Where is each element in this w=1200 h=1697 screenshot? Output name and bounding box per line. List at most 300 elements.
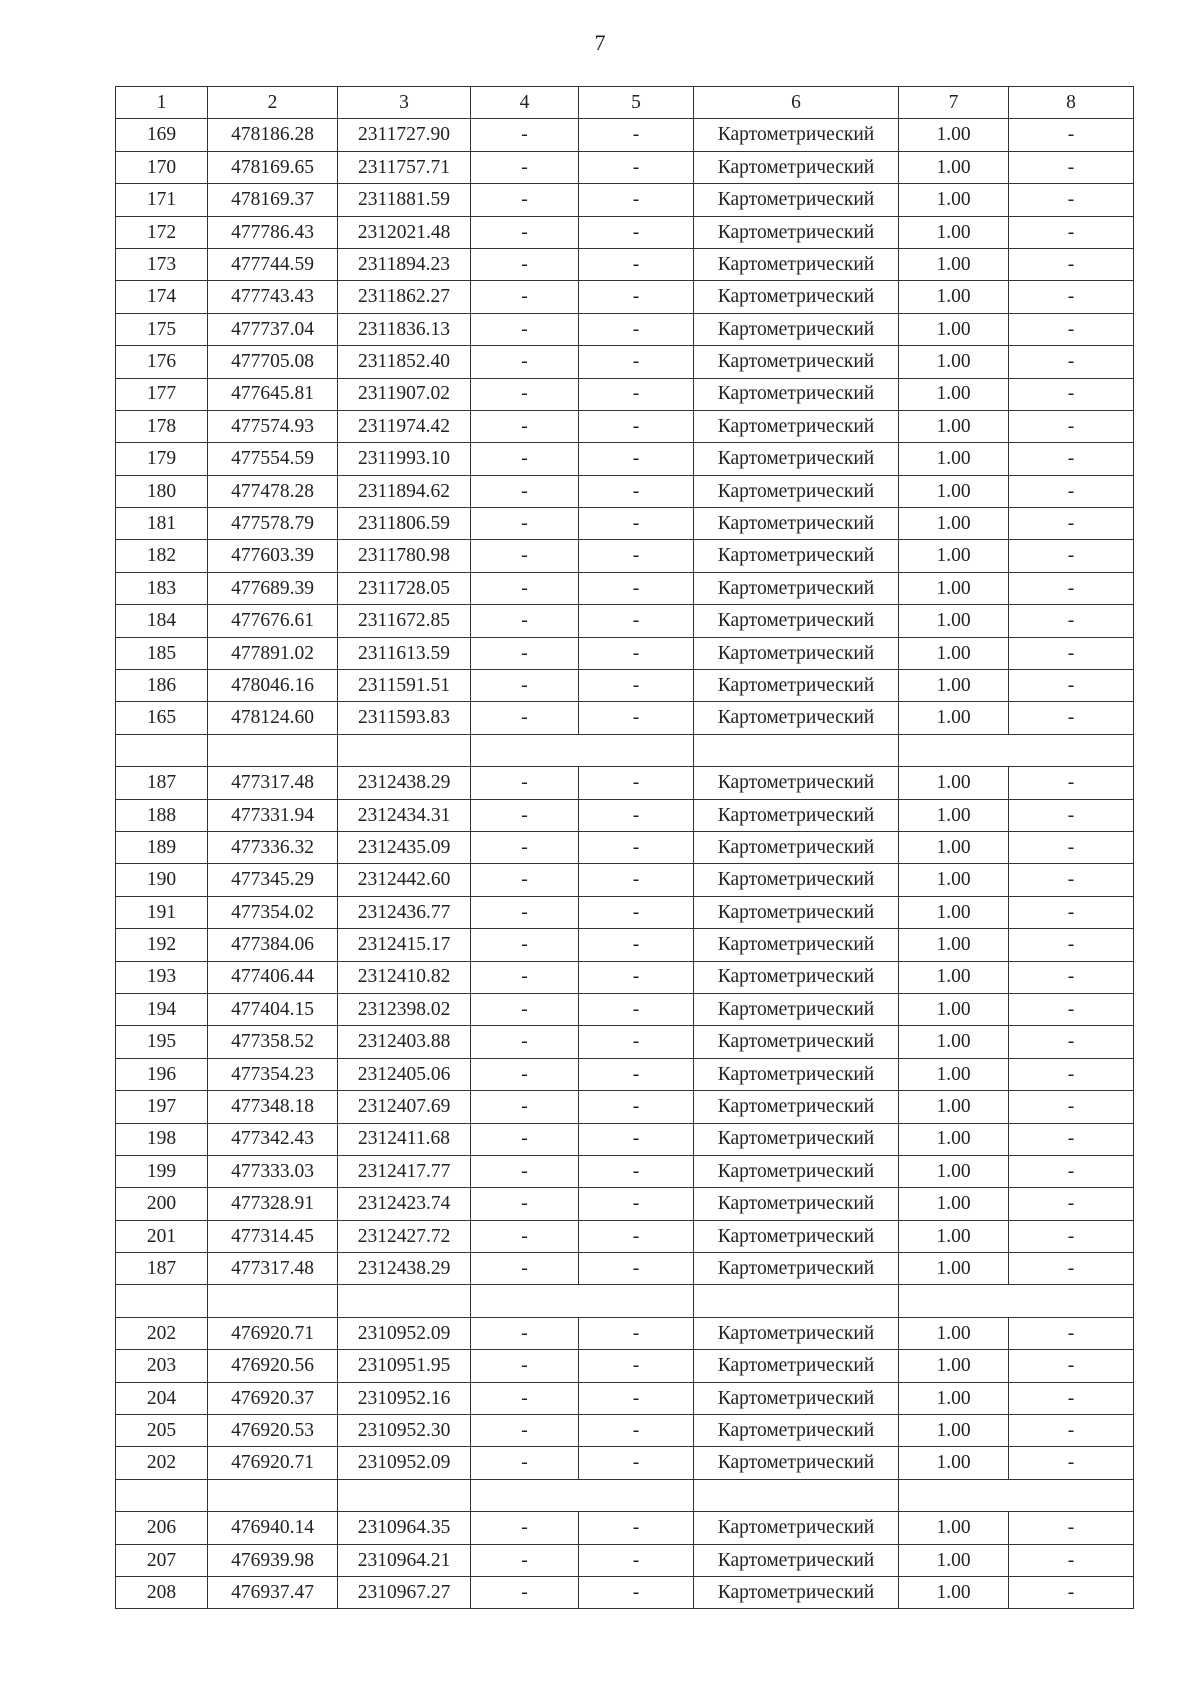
table-cell: 1.00 xyxy=(899,443,1009,475)
table-cell: - xyxy=(471,1026,579,1058)
table-cell: - xyxy=(1009,1058,1134,1090)
table-row xyxy=(116,313,1134,345)
table-cell: - xyxy=(1009,767,1134,799)
table-row xyxy=(116,767,1134,799)
table-cell: 1.00 xyxy=(899,378,1009,410)
table-cell: 177 xyxy=(116,378,208,410)
table-cell: - xyxy=(471,637,579,669)
table-cell: 195 xyxy=(116,1026,208,1058)
table-cell: 2312438.29 xyxy=(338,1253,471,1285)
table-cell: Картометрический xyxy=(694,637,899,669)
table-cell: - xyxy=(471,767,579,799)
table-cell: 183 xyxy=(116,572,208,604)
table-cell: 1.00 xyxy=(899,896,1009,928)
empty-cell xyxy=(208,1479,338,1511)
table-cell: 205 xyxy=(116,1415,208,1447)
table-cell: Картометрический xyxy=(694,475,899,507)
table-cell: Картометрический xyxy=(694,410,899,442)
table-cell: 1.00 xyxy=(899,993,1009,1025)
table-cell: - xyxy=(579,1220,694,1252)
table-row xyxy=(116,1058,1134,1090)
table-cell: Картометрический xyxy=(694,1091,899,1123)
table-cell: - xyxy=(471,1058,579,1090)
table-cell: 192 xyxy=(116,929,208,961)
table-cell: 1.00 xyxy=(899,1091,1009,1123)
table-cell: 1.00 xyxy=(899,1253,1009,1285)
table-cell: 2312434.31 xyxy=(338,799,471,831)
table-cell: 2311757.71 xyxy=(338,151,471,183)
table-row xyxy=(116,119,1134,151)
table-cell: - xyxy=(1009,346,1134,378)
table-cell: 184 xyxy=(116,605,208,637)
table-cell: - xyxy=(1009,184,1134,216)
table-cell: 188 xyxy=(116,799,208,831)
table-cell: 477406.44 xyxy=(208,961,338,993)
table-cell: Картометрический xyxy=(694,1058,899,1090)
table-cell: - xyxy=(471,1188,579,1220)
table-cell: 2310952.09 xyxy=(338,1447,471,1479)
table-cell: - xyxy=(579,1058,694,1090)
table-cell: 1.00 xyxy=(899,929,1009,961)
table-cell: - xyxy=(1009,1026,1134,1058)
table-cell: 2312398.02 xyxy=(338,993,471,1025)
table-cell: - xyxy=(579,1253,694,1285)
empty-cell xyxy=(208,1285,338,1317)
table-cell: - xyxy=(579,637,694,669)
table-cell: 477348.18 xyxy=(208,1091,338,1123)
table-cell: 1.00 xyxy=(899,216,1009,248)
table-cell: - xyxy=(1009,443,1134,475)
table-row xyxy=(116,831,1134,863)
table-cell: - xyxy=(1009,475,1134,507)
table-cell: - xyxy=(1009,702,1134,734)
empty-cell xyxy=(899,734,1134,766)
table-cell: 477331.94 xyxy=(208,799,338,831)
table-cell: 477603.39 xyxy=(208,540,338,572)
table-cell: - xyxy=(1009,1188,1134,1220)
table-cell: 2311881.59 xyxy=(338,184,471,216)
table-row xyxy=(116,572,1134,604)
empty-cell xyxy=(694,1479,899,1511)
table-cell: - xyxy=(1009,1350,1134,1382)
table-cell: 1.00 xyxy=(899,767,1009,799)
table-cell: 2311727.90 xyxy=(338,119,471,151)
table-cell: - xyxy=(579,248,694,280)
table-cell: - xyxy=(471,799,579,831)
table-cell: 182 xyxy=(116,540,208,572)
table-row xyxy=(116,1091,1134,1123)
table-cell: 191 xyxy=(116,896,208,928)
table-cell: 207 xyxy=(116,1544,208,1576)
table-cell: 478124.60 xyxy=(208,702,338,734)
table-cell: - xyxy=(471,216,579,248)
table-cell: 174 xyxy=(116,281,208,313)
table-cell: - xyxy=(471,378,579,410)
table-row xyxy=(116,1544,1134,1576)
table-cell: - xyxy=(1009,864,1134,896)
table-cell: 196 xyxy=(116,1058,208,1090)
column-header: 2 xyxy=(208,87,338,119)
table-cell: 190 xyxy=(116,864,208,896)
table-cell: 476920.53 xyxy=(208,1415,338,1447)
empty-cell xyxy=(899,1479,1134,1511)
table-cell: 477689.39 xyxy=(208,572,338,604)
table-cell: Картометрический xyxy=(694,378,899,410)
table-cell: 1.00 xyxy=(899,961,1009,993)
table-header-row xyxy=(116,87,1134,119)
table-row xyxy=(116,151,1134,183)
table-row xyxy=(116,670,1134,702)
table-cell: Картометрический xyxy=(694,1512,899,1544)
table-row xyxy=(116,1220,1134,1252)
table-cell: 476920.56 xyxy=(208,1350,338,1382)
table-cell: 1.00 xyxy=(899,605,1009,637)
table-cell: 202 xyxy=(116,1317,208,1349)
table-cell: 2310952.16 xyxy=(338,1382,471,1414)
table-cell: 1.00 xyxy=(899,184,1009,216)
table-cell: 169 xyxy=(116,119,208,151)
table-cell: 170 xyxy=(116,151,208,183)
table-cell: 476939.98 xyxy=(208,1544,338,1576)
table-row xyxy=(116,1123,1134,1155)
table-row xyxy=(116,1026,1134,1058)
table-cell: - xyxy=(579,1576,694,1608)
table-cell: 1.00 xyxy=(899,508,1009,540)
separator-row xyxy=(116,734,1134,766)
table-row xyxy=(116,1512,1134,1544)
coordinates-table xyxy=(115,86,1134,1609)
table-cell: 1.00 xyxy=(899,799,1009,831)
table-cell: 2310952.30 xyxy=(338,1415,471,1447)
table-cell: - xyxy=(1009,961,1134,993)
table-row xyxy=(116,1576,1134,1608)
table-row xyxy=(116,1350,1134,1382)
table-cell: - xyxy=(1009,637,1134,669)
table-cell: 477317.48 xyxy=(208,1253,338,1285)
table-cell: Картометрический xyxy=(694,961,899,993)
table-cell: - xyxy=(1009,1415,1134,1447)
table-cell: - xyxy=(471,119,579,151)
table-cell: 1.00 xyxy=(899,1123,1009,1155)
table-cell: - xyxy=(579,281,694,313)
table-cell: - xyxy=(579,508,694,540)
table-row xyxy=(116,605,1134,637)
empty-cell xyxy=(116,1479,208,1511)
table-cell: 2312410.82 xyxy=(338,961,471,993)
table-cell: - xyxy=(471,1091,579,1123)
column-header: 8 xyxy=(1009,87,1134,119)
table-cell: 1.00 xyxy=(899,1576,1009,1608)
table-cell: - xyxy=(471,540,579,572)
table-cell: - xyxy=(1009,410,1134,442)
table-cell: 2311728.05 xyxy=(338,572,471,604)
table-cell: - xyxy=(471,248,579,280)
table-cell: - xyxy=(1009,1447,1134,1479)
table-cell: 477314.45 xyxy=(208,1220,338,1252)
table-cell: - xyxy=(579,378,694,410)
table-cell: - xyxy=(471,1544,579,1576)
table-cell: - xyxy=(1009,670,1134,702)
table-cell: 2312407.69 xyxy=(338,1091,471,1123)
table-cell: Картометрический xyxy=(694,929,899,961)
table-cell: - xyxy=(471,1512,579,1544)
table-cell: Картометрический xyxy=(694,508,899,540)
table-row xyxy=(116,1447,1134,1479)
page-number: 7 xyxy=(594,30,606,55)
table-row xyxy=(116,443,1134,475)
table-cell: 2312417.77 xyxy=(338,1155,471,1187)
table-cell: 477354.23 xyxy=(208,1058,338,1090)
table-cell: - xyxy=(1009,572,1134,604)
table-cell: 2312442.60 xyxy=(338,864,471,896)
table-cell: - xyxy=(471,961,579,993)
empty-cell xyxy=(116,1285,208,1317)
table-cell: 1.00 xyxy=(899,410,1009,442)
table-cell: 478169.65 xyxy=(208,151,338,183)
table-cell: 1.00 xyxy=(899,475,1009,507)
table-body xyxy=(116,119,1134,1609)
table-cell: 208 xyxy=(116,1576,208,1608)
table-cell: - xyxy=(471,831,579,863)
table-cell: 2310952.09 xyxy=(338,1317,471,1349)
table-cell: 478186.28 xyxy=(208,119,338,151)
table-cell: Картометрический xyxy=(694,1220,899,1252)
table-cell: 2312415.17 xyxy=(338,929,471,961)
table-cell: Картометрический xyxy=(694,1576,899,1608)
table-cell: - xyxy=(1009,1512,1134,1544)
table-cell: - xyxy=(1009,540,1134,572)
table-cell: 193 xyxy=(116,961,208,993)
table-cell: 2311974.42 xyxy=(338,410,471,442)
table-cell: - xyxy=(471,1253,579,1285)
table-cell: 1.00 xyxy=(899,1544,1009,1576)
table-row xyxy=(116,799,1134,831)
separator-row xyxy=(116,1285,1134,1317)
table-cell: - xyxy=(471,993,579,1025)
table-cell: 2312411.68 xyxy=(338,1123,471,1155)
table-cell: 2310951.95 xyxy=(338,1350,471,1382)
table-cell: Картометрический xyxy=(694,864,899,896)
table-cell: Картометрический xyxy=(694,216,899,248)
table-cell: 2312427.72 xyxy=(338,1220,471,1252)
table-cell: - xyxy=(1009,1220,1134,1252)
table-cell: - xyxy=(579,1026,694,1058)
table-cell: - xyxy=(471,313,579,345)
table-cell: - xyxy=(471,1123,579,1155)
table-cell: - xyxy=(471,929,579,961)
table-row xyxy=(116,1253,1134,1285)
table-cell: - xyxy=(579,767,694,799)
table-cell: 2312435.09 xyxy=(338,831,471,863)
table-cell: 1.00 xyxy=(899,151,1009,183)
table-cell: 477317.48 xyxy=(208,767,338,799)
table-cell: 2310964.35 xyxy=(338,1512,471,1544)
table-cell: - xyxy=(1009,799,1134,831)
table-cell: Картометрический xyxy=(694,1544,899,1576)
table-cell: 477384.06 xyxy=(208,929,338,961)
table-cell: Картометрический xyxy=(694,1350,899,1382)
table-cell: 178 xyxy=(116,410,208,442)
table-cell: 477705.08 xyxy=(208,346,338,378)
table-cell: 477345.29 xyxy=(208,864,338,896)
table-cell: 197 xyxy=(116,1091,208,1123)
table-cell: 1.00 xyxy=(899,637,1009,669)
table-row xyxy=(116,637,1134,669)
table-cell: 185 xyxy=(116,637,208,669)
table-cell: 187 xyxy=(116,767,208,799)
table-row xyxy=(116,896,1134,928)
table-cell: - xyxy=(579,1123,694,1155)
table-cell: Картометрический xyxy=(694,1155,899,1187)
table-cell: 2311862.27 xyxy=(338,281,471,313)
table-cell: - xyxy=(579,1350,694,1382)
table-row xyxy=(116,410,1134,442)
table-cell: 477554.59 xyxy=(208,443,338,475)
table-cell: 175 xyxy=(116,313,208,345)
table-cell: 1.00 xyxy=(899,1512,1009,1544)
table-row xyxy=(116,216,1134,248)
table-cell: Картометрический xyxy=(694,313,899,345)
empty-cell xyxy=(694,734,899,766)
column-header: 1 xyxy=(116,87,208,119)
table-cell: Картометрический xyxy=(694,831,899,863)
table-cell: 1.00 xyxy=(899,540,1009,572)
table-cell: - xyxy=(1009,508,1134,540)
table-cell: - xyxy=(1009,1382,1134,1414)
table-cell: 1.00 xyxy=(899,281,1009,313)
table-cell: - xyxy=(579,1512,694,1544)
column-header: 7 xyxy=(899,87,1009,119)
table-cell: - xyxy=(579,993,694,1025)
column-header: 5 xyxy=(579,87,694,119)
table-cell: 172 xyxy=(116,216,208,248)
table-cell: - xyxy=(1009,281,1134,313)
table-cell: 1.00 xyxy=(899,1415,1009,1447)
table-cell: - xyxy=(579,184,694,216)
table-cell: - xyxy=(471,1447,579,1479)
table-cell: 1.00 xyxy=(899,864,1009,896)
table-cell: - xyxy=(579,799,694,831)
empty-cell xyxy=(899,1285,1134,1317)
table-cell: - xyxy=(579,346,694,378)
table-cell: 2311836.13 xyxy=(338,313,471,345)
table-cell: Картометрический xyxy=(694,281,899,313)
table-cell: 187 xyxy=(116,1253,208,1285)
table-cell: 189 xyxy=(116,831,208,863)
table-cell: - xyxy=(579,1091,694,1123)
table-cell: 2312021.48 xyxy=(338,216,471,248)
table-cell: 477342.43 xyxy=(208,1123,338,1155)
table-cell: - xyxy=(579,1382,694,1414)
table-cell: - xyxy=(579,929,694,961)
table-cell: - xyxy=(471,346,579,378)
table-cell: 199 xyxy=(116,1155,208,1187)
table-cell: 1.00 xyxy=(899,670,1009,702)
table-row xyxy=(116,1317,1134,1349)
table-row xyxy=(116,378,1134,410)
table-row xyxy=(116,1382,1134,1414)
table-row xyxy=(116,702,1134,734)
table-cell: - xyxy=(579,151,694,183)
table-cell: - xyxy=(471,670,579,702)
table-cell: Картометрический xyxy=(694,151,899,183)
table-cell: - xyxy=(1009,151,1134,183)
empty-cell xyxy=(338,1285,471,1317)
table-cell: Картометрический xyxy=(694,1447,899,1479)
table-cell: 200 xyxy=(116,1188,208,1220)
empty-cell xyxy=(338,734,471,766)
table-row xyxy=(116,993,1134,1025)
table-cell: - xyxy=(579,475,694,507)
table-cell: 198 xyxy=(116,1123,208,1155)
table-cell: 1.00 xyxy=(899,248,1009,280)
table-cell: 2312403.88 xyxy=(338,1026,471,1058)
table-cell: 477744.59 xyxy=(208,248,338,280)
table-cell: 2312405.06 xyxy=(338,1058,471,1090)
table-cell: Картометрический xyxy=(694,993,899,1025)
table-cell: 477786.43 xyxy=(208,216,338,248)
table-cell: 201 xyxy=(116,1220,208,1252)
table-row xyxy=(116,929,1134,961)
table-cell: 477328.91 xyxy=(208,1188,338,1220)
table-cell: - xyxy=(471,605,579,637)
table-cell: - xyxy=(471,1220,579,1252)
table-row xyxy=(116,281,1134,313)
table-cell: - xyxy=(1009,216,1134,248)
table-cell: 477891.02 xyxy=(208,637,338,669)
table-cell: 1.00 xyxy=(899,1220,1009,1252)
table-cell: - xyxy=(1009,1155,1134,1187)
table-cell: 1.00 xyxy=(899,572,1009,604)
table-cell: - xyxy=(1009,1253,1134,1285)
table-cell: Картометрический xyxy=(694,1317,899,1349)
table-cell: 1.00 xyxy=(899,1317,1009,1349)
table-cell: 476920.37 xyxy=(208,1382,338,1414)
empty-cell xyxy=(208,734,338,766)
table-cell: - xyxy=(471,1576,579,1608)
empty-cell xyxy=(694,1285,899,1317)
table-cell: - xyxy=(579,864,694,896)
table-cell: - xyxy=(471,508,579,540)
table-cell: - xyxy=(471,410,579,442)
table-cell: - xyxy=(471,151,579,183)
column-header: 6 xyxy=(694,87,899,119)
table-cell: 1.00 xyxy=(899,346,1009,378)
table-cell: - xyxy=(1009,993,1134,1025)
table-cell: 2311672.85 xyxy=(338,605,471,637)
table-cell: - xyxy=(1009,248,1134,280)
table-cell: Картометрический xyxy=(694,1188,899,1220)
table-cell: - xyxy=(1009,929,1134,961)
table-row xyxy=(116,1155,1134,1187)
table-cell: 477676.61 xyxy=(208,605,338,637)
table-row xyxy=(116,475,1134,507)
empty-cell xyxy=(338,1479,471,1511)
empty-cell xyxy=(471,734,694,766)
table-cell: Картометрический xyxy=(694,1253,899,1285)
table-cell: - xyxy=(1009,119,1134,151)
table-row xyxy=(116,248,1134,280)
table-cell: 202 xyxy=(116,1447,208,1479)
table-cell: Картометрический xyxy=(694,896,899,928)
table-cell: 2311907.02 xyxy=(338,378,471,410)
table-cell: - xyxy=(579,540,694,572)
table-cell: 2312438.29 xyxy=(338,767,471,799)
table-cell: Картометрический xyxy=(694,670,899,702)
table-cell: - xyxy=(471,1155,579,1187)
table-row xyxy=(116,346,1134,378)
table-cell: 1.00 xyxy=(899,702,1009,734)
